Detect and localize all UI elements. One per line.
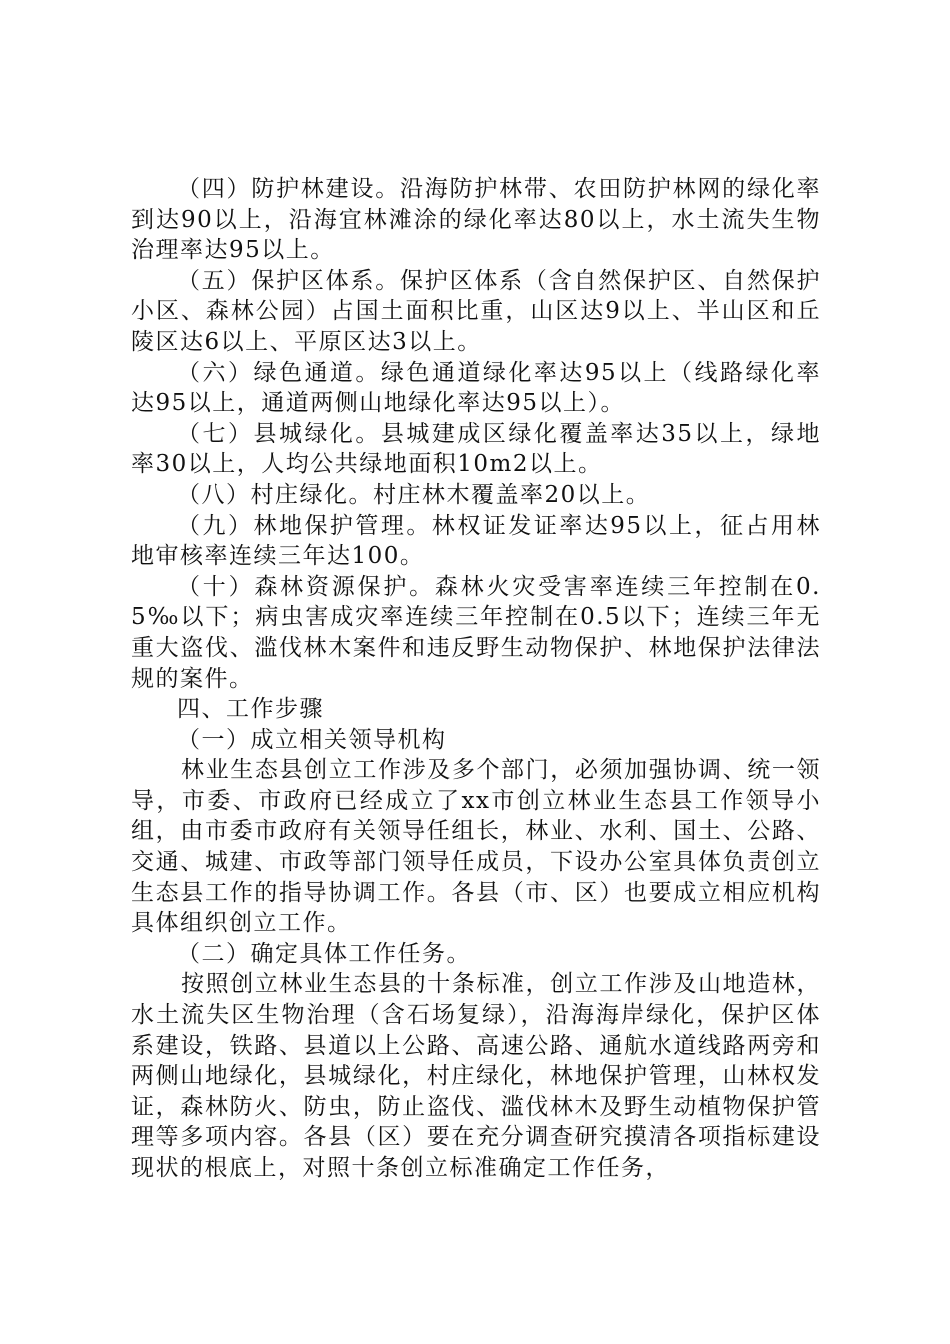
paragraph-shelterbelt: （四）防护林建设。沿海防护林带、农田防护林网的绿化率到达90以上，沿海宜林滩涂的绿化率达80以上，水土流失生物治理率达95以上。 [131, 176, 821, 264]
subheading-tasks: （二）确定具体工作任务。 [177, 940, 471, 967]
subheading-leadership: （一）成立相关领导机构 [177, 726, 447, 753]
paragraph-protected-areas: （五）保护区体系。保护区体系（含自然保护区、自然保护小区、森林公园）占国土面积比重，山区达9以上、半山区和丘陵区达6以上、平原区达3以上。 [131, 267, 821, 355]
paragraph-green-corridors: （六）绿色通道。绿色通道绿化率达95以上（线路绿化率达95以上，通道两侧山地绿化率达95以上）。 [131, 359, 821, 417]
paragraph-tasks-body: 按照创立林业生态县的十条标准，创立工作涉及山地造林，水土流失区生物治理（含石场复绿），沿海海岸绿化，保护区体系建设，铁路、县道以上公路、高速公路、通航水道线路两旁和两侧山地绿化，县城绿化，村庄绿化，林地保护管理，山林权发证，森林防火、防虫，防止盗伐、滥伐林木及野生动植物保护管理等多项内容。各县（区）要在充分调查研究摸清各项指标建设现状的根底上，对照十条创立标准确定工作任务， [131, 971, 821, 1181]
section-heading-work-steps: 四、工作步骤 [177, 696, 324, 723]
paragraph-forestland-management: （九）林地保护管理。林权证发证率达95以上，征占用林地审核率连续三年达100。 [131, 512, 821, 570]
paragraph-leadership-body: 林业生态县创立工作涉及多个部门，必须加强协调、统一领导，市委、市政府已经成立了xx市创立林业生态县工作领导小组，由市委市政府有关领导任组长，林业、水利、国土、公路、交通、城建、市政等部门领导任成员，下设办公室具体负责创立生态县工作的指导协调工作。各县（市、区）也要成立相应机构具体组织创立工作。 [131, 757, 821, 937]
paragraph-county-greening: （七）县城绿化。县城建成区绿化覆盖率达35以上，绿地率30以上，人均公共绿地面积10m2以上。 [131, 420, 821, 478]
paragraph-forest-resource-protection: （十）森林资源保护。森林火灾受害率连续三年控制在0.5‰以下；病虫害成灾率连续三年控制在0.5以下；连续三年无重大盗伐、滥伐林木案件和违反野生动物保护、林地保护法律法规的案件。 [131, 573, 821, 692]
document-body [131, 174, 821, 1184]
paragraph-village-greening: （八）村庄绿化。村庄林木覆盖率20以上。 [177, 481, 651, 508]
